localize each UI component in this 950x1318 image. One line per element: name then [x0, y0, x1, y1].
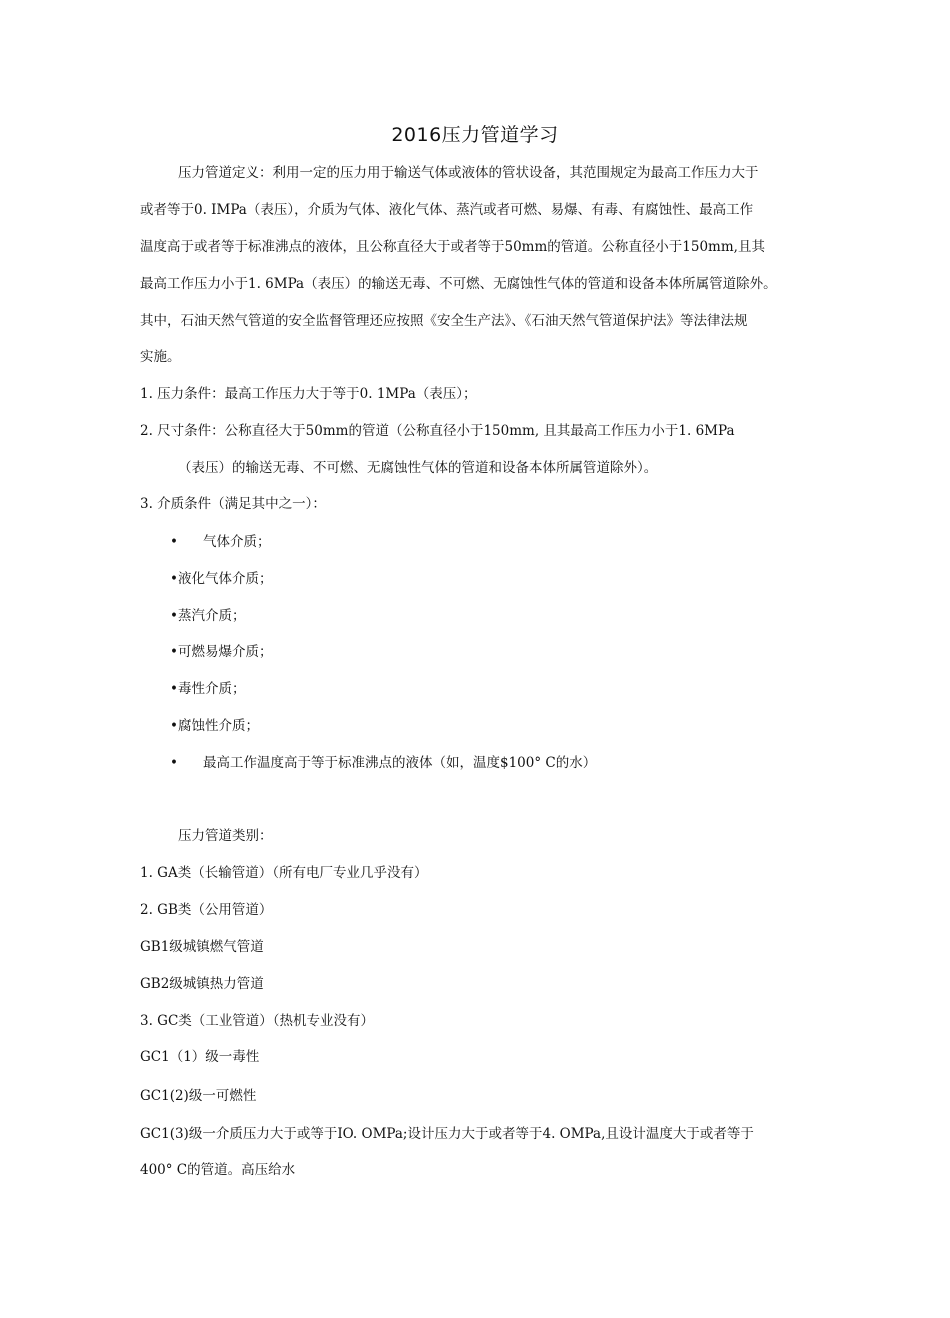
bullet-icon: •: [170, 718, 178, 734]
bullet-text: 腐蚀性介质；: [177, 718, 259, 734]
category-line: 3. GC类（工业管道）（热机专业没有）: [140, 1013, 375, 1029]
category-line: GC1(3)级一介质压力大于或等于IO. OMPa;设计压力大于或者等于4. OMPa,且设计温度大于或者等于: [140, 1126, 754, 1142]
bullet-text: 蒸汽介质；: [177, 608, 246, 624]
bullet-item: [170, 716, 259, 736]
definition-line-5: 其中，石油天然气管道的安全监督管理还应按照《安全生产法》、《石油天然气管道保护法》等法律法规: [140, 313, 748, 329]
bullet-icon: •: [170, 534, 178, 550]
bullet-item: [170, 753, 596, 773]
bullet-icon: •: [170, 644, 178, 660]
bullet-item: [170, 606, 245, 626]
condition-size-continued: （表压）的输送无毒、不可燃、无腐蚀性气体的管道和设备本体所属管道除外）。: [178, 460, 658, 476]
condition-pressure: 1. 压力条件：最高工作压力大于等于0. 1MPa（表压）；: [140, 386, 477, 402]
bullet-item: [170, 532, 271, 552]
bullet-text: 可燃易爆介质；: [177, 644, 273, 660]
bullet-item: [170, 679, 245, 699]
bullet-text: 最高工作温度高于等于标准沸点的液体（如，温度$100° C的水）: [203, 755, 597, 771]
definition-line-6: 实施。: [140, 349, 181, 365]
condition-size: 2. 尺寸条件：公称直径大于50mm的管道（公称直径小于150mm, 且其最高工作压力小于1. 6MPa: [140, 423, 735, 439]
definition-line-2: 或者等于0. IMPa（表压），介质为气体、液化气体、蒸汽或者可燃、易爆、有毒、有腐蚀性、最高工作: [140, 202, 754, 218]
bullet-item: [170, 642, 272, 662]
definition-line-4: 最高工作压力小于1. 6MPa（表压）的输送无毒、不可燃、无腐蚀性气体的管道和设备本体所属管道除外。: [140, 276, 777, 292]
bullet-icon: •: [170, 755, 178, 771]
condition-medium: 3. 介质条件（满足其中之一）：: [140, 496, 326, 512]
bullet-item: [170, 569, 272, 589]
bullet-text: 气体介质；: [203, 534, 271, 550]
document-title: 2016压力管道学习: [391, 124, 559, 146]
category-line: GB2级城镇热力管道: [140, 976, 264, 992]
bullet-icon: •: [170, 571, 178, 587]
definition-line-1: 压力管道定义：利用一定的压力用于输送气体或液体的管状设备，其范围规定为最高工作压力大于: [178, 165, 759, 181]
category-line: 2. GB类（公用管道）: [140, 902, 273, 918]
definition-line-3: 温度高于或者等于标准沸点的液体，且公称直径大于或者等于50mm的管道。公称直径小于150mm,且其: [140, 239, 765, 255]
bullet-icon: •: [170, 608, 178, 624]
category-line: GC1（1）级一毒性: [140, 1049, 260, 1065]
bullet-icon: •: [170, 681, 178, 697]
categories-heading: 压力管道类别：: [178, 828, 273, 844]
category-line: GC1(2)级一可燃性: [140, 1088, 257, 1104]
category-line: 1. GA类（长输管道）（所有电厂专业几乎没有）: [140, 865, 428, 881]
bullet-text: 液化气体介质；: [177, 571, 273, 587]
bullet-text: 毒性介质；: [177, 681, 246, 697]
category-line: GB1级城镇燃气管道: [140, 939, 264, 955]
category-line: 400° C的管道。高压给水: [140, 1162, 296, 1178]
